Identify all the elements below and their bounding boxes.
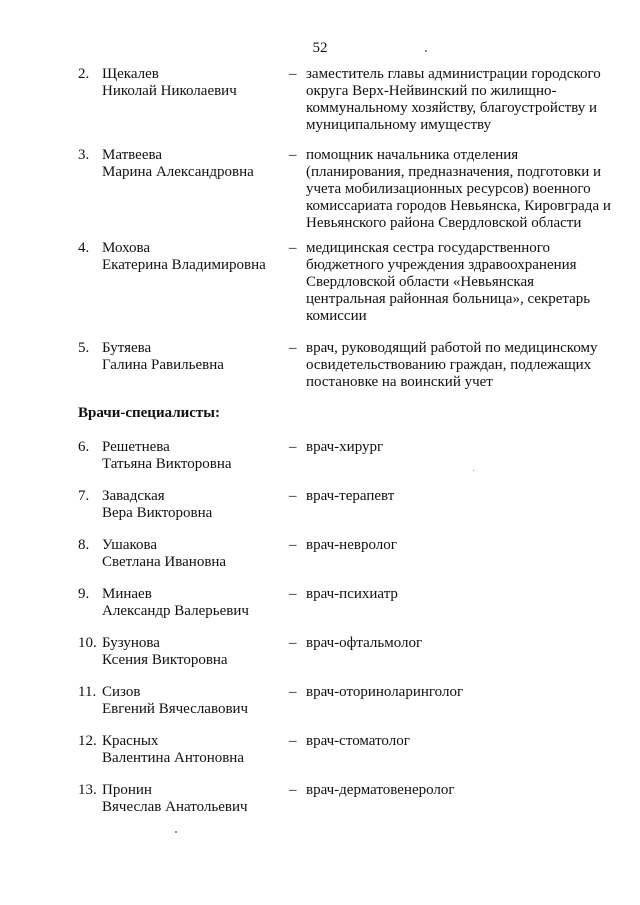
surname: Решетнева [102,439,170,455]
role-description: врач-невролог [306,537,397,553]
given-name: Екатерина Владимировна [102,257,266,273]
role-description: врач-психиатр [306,586,398,602]
given-name: Светлана Ивановна [102,554,227,570]
surname: Бузунова [102,635,160,651]
item-number: 2. [78,66,90,82]
given-name: Валентина Антоновна [102,750,244,766]
dash: – [289,147,297,163]
role-description: врач-дерматовенеролог [306,782,455,798]
role-description: врач-стоматолог [306,733,410,749]
person-name [102,240,277,274]
item-number: 9. [78,586,90,602]
dash: – [289,684,297,700]
person-name [102,537,277,571]
surname: Матвеева [102,147,163,163]
given-name: Вера Викторовна [102,505,213,521]
role-description: врач-оториноларинголог [306,684,464,700]
item-number: 3. [78,147,90,163]
surname: Сизов [102,684,141,700]
item-number: 6. [78,439,90,455]
item-number: 10. [78,635,97,651]
item-number: 12. [78,733,97,749]
page-number: 52 [312,40,328,56]
scan-speck [175,831,177,833]
item-number: 8. [78,537,90,553]
item-number: 11. [78,684,97,700]
given-name: Николай Николаевич [102,83,237,99]
person-name [102,586,277,620]
surname: Щекалев [102,66,159,82]
given-name: Евгений Вячеславович [102,701,249,717]
dash: – [289,635,297,651]
item-number: 4. [78,240,90,256]
dash: – [289,782,297,798]
role-description: заместитель главы администрации городского округа Верх-Нейвинский по жилищно-коммунальному хозяйству, благоустройству и муниципальному имуществу [306,66,601,133]
role-description: врач-хирург [306,439,384,455]
surname: Красных [102,733,159,749]
given-name: Александр Валерьевич [102,603,249,619]
dash: – [289,586,297,602]
person-name [102,340,277,374]
given-name: Ксения Викторовна [102,652,228,668]
role-description: медицинская сестра государственного бюджетного учреждения здравоохранения Свердловской области «Невьянская центральная районная больница», секретарь комиссии [306,240,591,324]
given-name: Вячеслав Анатольевич [102,799,248,815]
person-name [102,733,277,767]
role-description: врач, руководящий работой по медицинскому освидетельствованию граждан, подлежащих постановке на воинский учет [306,340,598,390]
dash: – [289,488,297,504]
dash: – [289,66,297,82]
surname: Ушакова [102,537,158,553]
person-name [102,147,277,181]
item-number: 7. [78,488,90,504]
person-name [102,66,277,100]
role-description: врач-офтальмолог [306,635,423,651]
person-name [102,635,277,669]
scan-speck [473,470,474,471]
given-name: Татьяна Викторовна [102,456,232,472]
dash: – [289,240,297,256]
dash: – [289,340,297,356]
surname: Мохова [102,240,151,256]
dash: – [289,439,297,455]
scan-speck [425,50,427,52]
dash: – [289,733,297,749]
role-description: помощник начальника отделения (планирования, предназначения, подготовки и учета мобилизационных ресурсов) военного комиссариата городов Невьянска, Кировграда и Невьянского района Свердловской области [306,147,611,231]
section-heading: Врачи-специалисты: [78,405,221,421]
person-name [102,684,277,718]
surname: Минаев [102,586,152,602]
dash: – [289,537,297,553]
given-name: Марина Александровна [102,164,254,180]
role-description: врач-терапевт [306,488,395,504]
person-name [102,488,277,522]
person-name [102,439,277,473]
surname: Пронин [102,782,152,798]
surname: Бутяева [102,340,152,356]
item-number: 5. [78,340,90,356]
surname: Завадская [102,488,165,504]
person-name [102,782,277,816]
item-number: 13. [78,782,97,798]
given-name: Галина Равильевна [102,357,224,373]
